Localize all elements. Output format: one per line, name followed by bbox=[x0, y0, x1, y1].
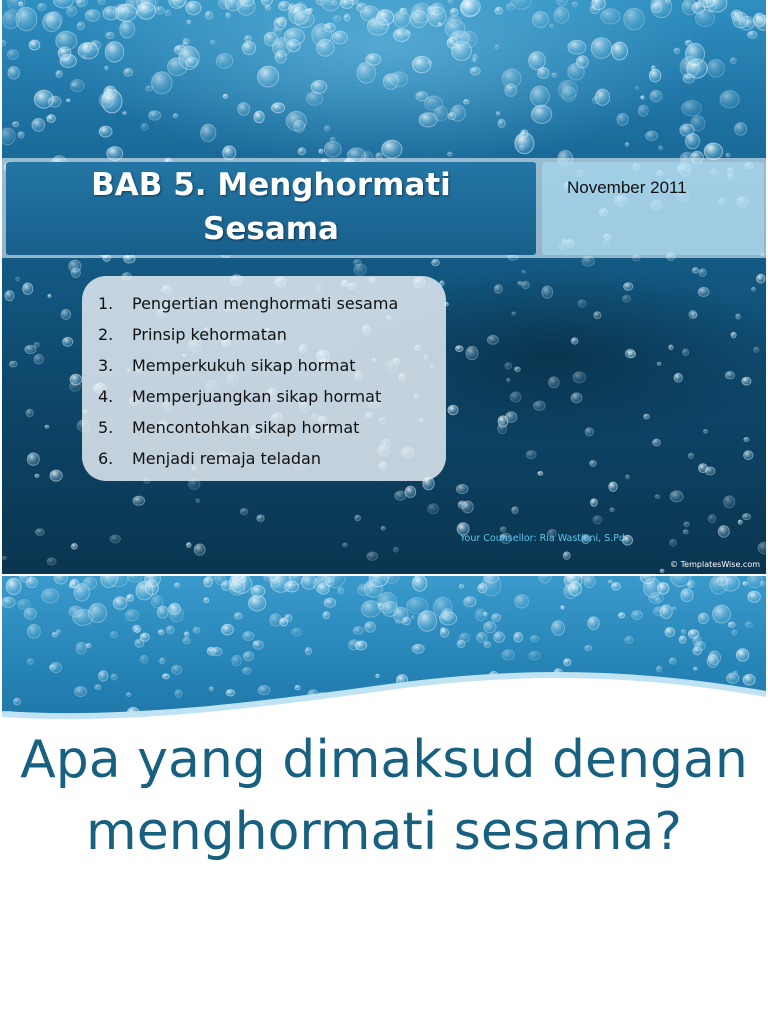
list-item: 3. Memperkukuh sikap hormat bbox=[98, 356, 356, 375]
counsellor-credit: Your Counsellor: Ria Wastiani, S.Pd. bbox=[460, 533, 628, 544]
slide-question: Apa yang dimaksud dengan menghormati sesama? bbox=[20, 730, 748, 862]
slide-1 bbox=[2, 0, 766, 574]
list-item-label: Pengertian menghormati sesama bbox=[132, 294, 399, 313]
list-item: 4. Memperjuangkan sikap hormat bbox=[98, 387, 382, 406]
list-item: 1. Pengertian menghormati sesama bbox=[98, 294, 399, 313]
list-item-label: Memperjuangkan sikap hormat bbox=[132, 387, 382, 406]
list-item-label: Mencontohkan sikap hormat bbox=[132, 418, 360, 437]
slide-title: BAB 5. Menghormati Sesama bbox=[91, 167, 451, 247]
list-item-label: Menjadi remaja teladan bbox=[132, 449, 321, 468]
date-box bbox=[542, 162, 764, 255]
list-item: 2. Prinsip kehormatan bbox=[98, 325, 287, 344]
list-item-label: Memperkukuh sikap hormat bbox=[132, 356, 356, 375]
topic-list bbox=[98, 290, 398, 476]
copyright-notice: © TemplatesWise.com bbox=[670, 560, 760, 569]
list-item: 6. Menjadi remaja teladan bbox=[98, 449, 321, 468]
water-header-image bbox=[2, 576, 766, 736]
list-item: 5. Mencontohkan sikap hormat bbox=[98, 418, 360, 437]
list-item-label: Prinsip kehormatan bbox=[132, 325, 287, 344]
slide-date: November 2011 bbox=[567, 178, 687, 197]
slide-2 bbox=[2, 576, 766, 1024]
